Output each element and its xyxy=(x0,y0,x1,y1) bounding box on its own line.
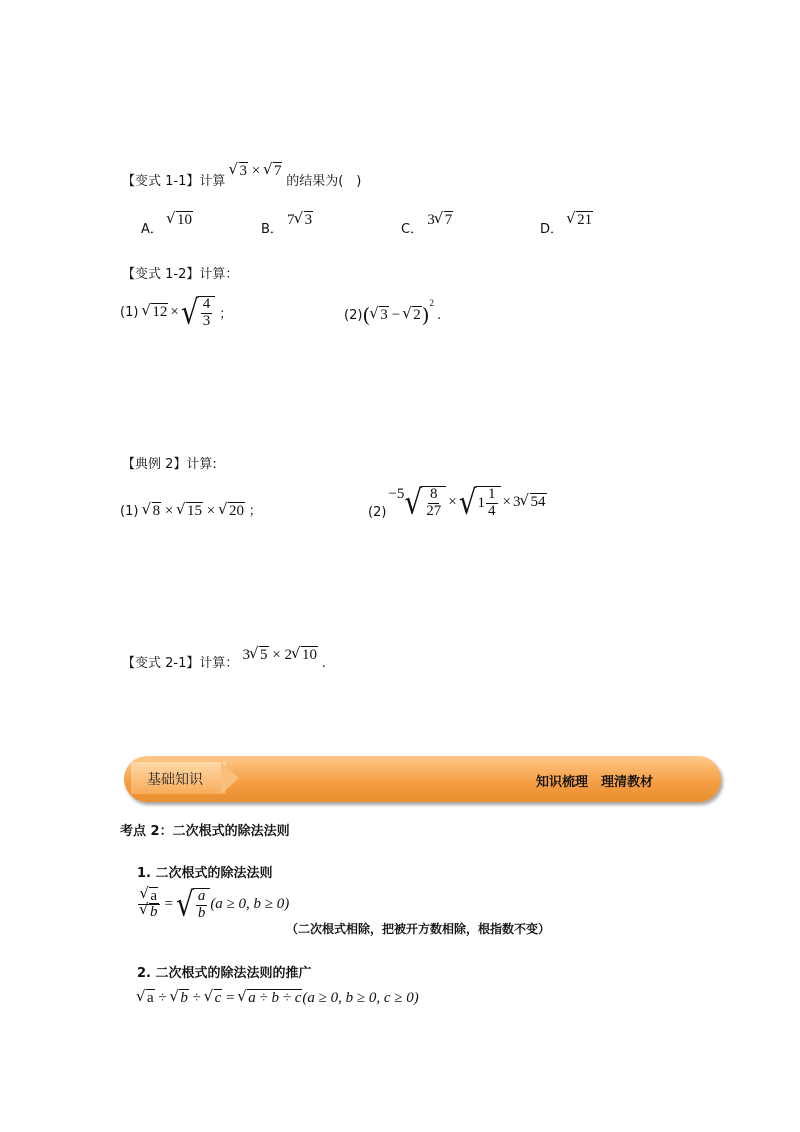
variant-2-1-line: 【变式 2-1】计算： 3√ 5 × 2√ 10 . xyxy=(122,652,326,672)
option-d: D． √ 21 xyxy=(540,218,593,238)
option-c: C． 3√ 7 xyxy=(401,218,453,238)
example-2-problem-1: (1) √ 8 × √ 15 × √ 20 ； xyxy=(120,500,262,520)
division-extension-formula: √ a ÷ √ b ÷ √ c = √ a ÷ b ÷ c(a ≥ 0, b ≥ 0, c ≥ 0) xyxy=(137,990,419,1007)
section-sub-1: 1. 二次根式的除法法则 xyxy=(137,866,273,881)
variant-2-1-expression: 3√ 5 × 2√ 10 xyxy=(243,647,322,663)
section-sub-2: 2. 二次根式的除法法则的推广 xyxy=(137,966,312,981)
example-2-label: 【典例 2】计算: xyxy=(122,457,217,472)
variant-1-1-expression: √ 3 × √ 7 xyxy=(230,163,287,179)
variant-1-1-label: 【变式 1-1】计算 xyxy=(122,174,226,189)
variant-1-1-tail: 的结果为( ) xyxy=(286,174,362,189)
option-b: B． 7√ 3 xyxy=(261,218,313,238)
banner-arrow-icon xyxy=(221,762,239,794)
example-2-problem-2: (2) −5 √ $\frac{8}{27}$ × √ 1 $\frac{1}{4}$ × 3 √ 54 xyxy=(368,486,547,520)
variant-1-2-problem-2: (2) ( √ 3 − √ 2 ) 2 . xyxy=(344,303,441,327)
variant-1-2-label: 【变式 1-2】计算： xyxy=(122,267,239,282)
variant-1-2-problem-1: (1) √ 12 × √ $\frac{4}{3}$ ； xyxy=(120,296,232,330)
variant-2-1-label: 【变式 2-1】计算： xyxy=(122,656,239,671)
division-rule-note: （二次根式相除，把被开方数相除，根指数不变） xyxy=(286,922,551,936)
banner-right-label: 知识梳理 理清教材 xyxy=(536,775,654,790)
banner-tag-label: 基础知识 xyxy=(147,772,203,788)
section-title: 考点 2：二次根式的除法法则 xyxy=(120,824,290,839)
variant-1-1-line xyxy=(122,163,362,190)
division-rule-formula: √ a √ b = √ $\frac{a}{b}$ (a ≥ 0, b ≥ 0) xyxy=(137,888,289,922)
option-a: A． √ 10 xyxy=(141,218,193,238)
